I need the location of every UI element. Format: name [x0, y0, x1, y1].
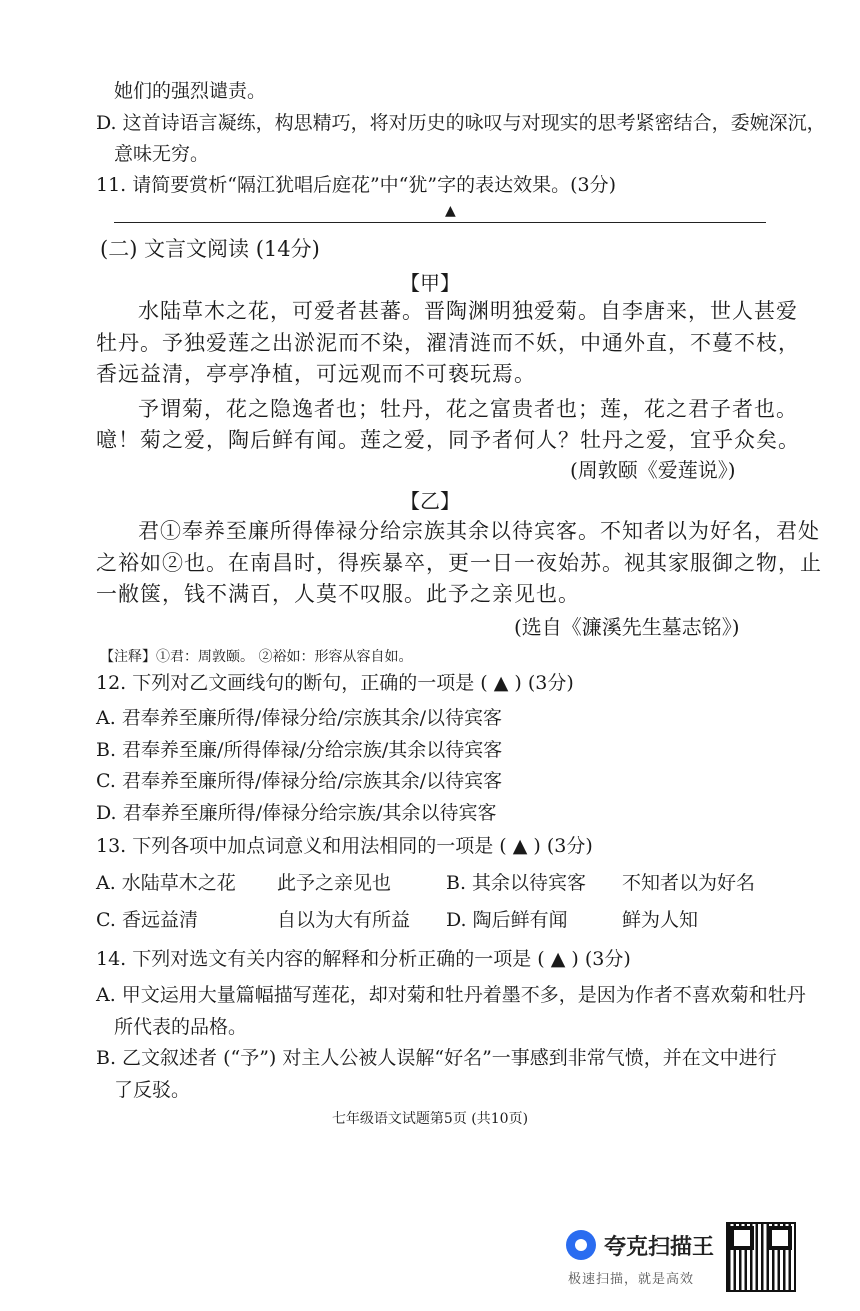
scanner-slogan: 极速扫描，就是高效	[568, 1272, 695, 1287]
option-c: C. 香远益清	[96, 909, 198, 931]
question-14: 14. 下列对选文有关内容的解释和分析正确的一项是 ( ▲ ) (3分)	[96, 948, 631, 970]
text-line: 意味无穷。	[114, 143, 210, 165]
option-d: D. 陶后鲜有闻	[446, 909, 568, 931]
answer-line	[114, 222, 766, 223]
passage-a-title: 【甲】	[400, 271, 460, 295]
option-d-pair: 鲜为人知	[622, 909, 699, 931]
option-b: B. 其余以待宾客	[446, 872, 587, 894]
option-d: D. 这首诗语言凝练，构思精巧，将对历史的咏叹与对现实的思考紧密结合，委婉深沉，	[96, 112, 826, 134]
option-b-pair: 不知者以为好名	[622, 872, 756, 894]
passage-b-source: (选自《濂溪先生墓志铭》)	[514, 615, 740, 639]
scanner-logo-icon	[566, 1230, 596, 1260]
scanner-brand-name: 夸克扫描王	[604, 1235, 715, 1260]
option-b: B. 乙文叙述者 (“予”) 对主人公被人误解“好名”一事感到非常气愤，并在文中进行	[96, 1047, 777, 1069]
passage-line: 水陆草木之花，可爱者甚蕃。晋陶渊明独爱菊。自李唐来，世人甚爱	[138, 299, 798, 323]
scanner-watermark	[566, 1222, 796, 1294]
passage-b-title: 【乙】	[400, 489, 460, 513]
question-13: 13. 下列各项中加点词意义和用法相同的一项是 ( ▲ ) (3分)	[96, 835, 593, 857]
page-footer: 七年级语文试题第5页 (共10页)	[331, 1111, 529, 1127]
option-a: A. 君奉养至廉所得/俸禄分给/宗族其余/以待宾客	[96, 707, 503, 729]
option-a: A. 水陆草木之花	[96, 872, 236, 894]
option-a: A. 甲文运用大量篇幅描写莲花，却对菊和牡丹着墨不多，是因为作者不喜欢菊和牡丹	[96, 984, 806, 1006]
text-line: 了反驳。	[114, 1079, 191, 1101]
passage-a-source: (周敦颐《爱莲说》)	[570, 458, 736, 482]
passage-line: 香远益清，亭亭净植，可远观而不可亵玩焉。	[96, 362, 536, 386]
option-a-pair: 此予之亲见也	[277, 872, 392, 894]
annotation-note: 【注释】①君：周敦颐。 ②裕如：形容从容自如。	[100, 649, 413, 665]
question-11: 11. 请简要赏析“隔江犹唱后庭花”中“犹”字的表达效果。(3分)	[96, 174, 617, 196]
passage-line: 牡丹。予独爱莲之出淤泥而不染，濯清涟而不妖，中通外直，不蔓不枝，	[96, 331, 800, 355]
passage-line: 予谓菊，花之隐逸者也；牡丹，花之富贵者也；莲，花之君子者也。	[138, 397, 798, 421]
section-heading: (二) 文言文阅读 (14分)	[100, 237, 320, 261]
passage-line: 君①奉养至廉所得俸禄分给宗族其余以待宾客。不知者以为好名，君处	[138, 519, 820, 543]
option-b: B. 君奉养至廉/所得俸禄/分给宗族/其余以待宾客	[96, 739, 503, 761]
text-line: 所代表的品格。	[114, 1016, 248, 1038]
question-12: 12. 下列对乙文画线句的断句，正确的一项是 ( ▲ ) (3分)	[96, 672, 574, 694]
passage-line: 之裕如②也。在南昌时，得疾暴卒，更一日一夜始苏。视其家服御之物，止	[96, 551, 822, 575]
answer-triangle: ▲	[445, 203, 456, 219]
option-c: C. 君奉养至廉所得/俸禄分给/宗族其余/以待宾客	[96, 770, 503, 792]
qr-code-icon	[726, 1222, 796, 1292]
passage-line: 一敝箧，钱不满百，人莫不叹服。此予之亲见也。	[96, 582, 580, 606]
text-line: 她们的强烈谴责。	[114, 80, 267, 102]
option-c-pair: 自以为大有所益	[277, 909, 411, 931]
option-d: D. 君奉养至廉所得/俸禄分给宗族/其余以待宾客	[96, 802, 497, 824]
passage-line: 噫！菊之爱，陶后鲜有闻。莲之爱，同予者何人？牡丹之爱，宜乎众矣。	[96, 428, 800, 452]
